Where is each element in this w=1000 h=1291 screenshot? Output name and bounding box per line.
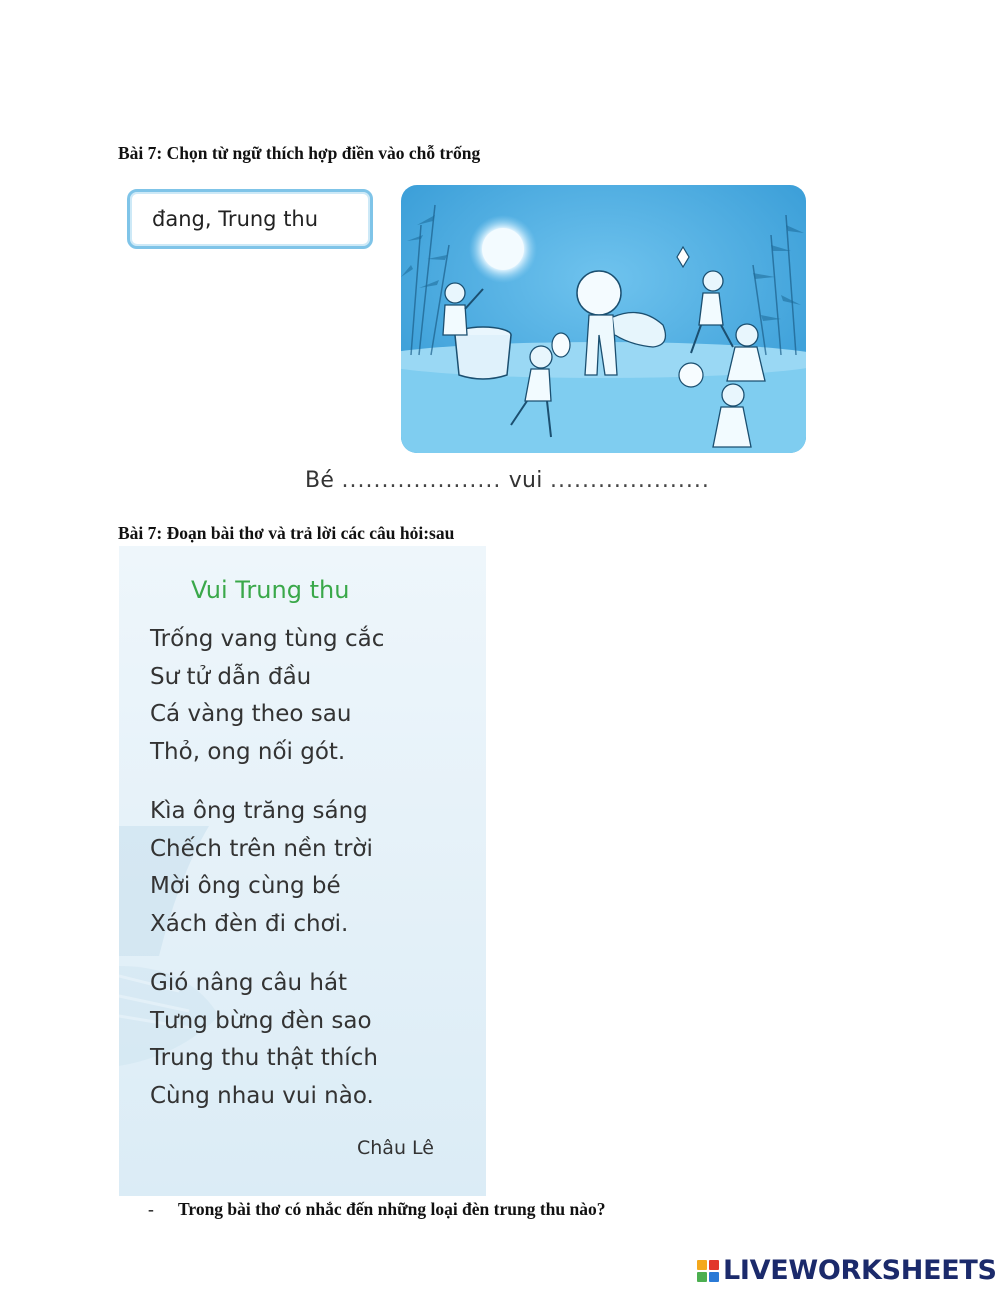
exercise-2-heading: Bài 7: Đoạn bài thơ và trả lời các câu hỏi:sau — [118, 523, 455, 543]
poem-author: Châu Lê — [357, 1137, 434, 1159]
liveworksheets-logo — [697, 1255, 997, 1286]
exercise-1-heading: Bài 7: Chọn từ ngữ thích hợp điền vào chỗ trống — [118, 143, 481, 163]
logo-blocks-icon — [697, 1260, 719, 1282]
fill-prefix: Bé — [305, 468, 335, 493]
fill-mid: vui — [508, 468, 543, 493]
blank-1[interactable]: .................... — [341, 468, 502, 493]
fill-in-sentence — [305, 468, 710, 493]
poem-line: Cùng nhau vui nào. — [150, 1082, 374, 1109]
poem-line: Trung thu thật thích — [150, 1045, 378, 1071]
word-choice-box: đang, Trung thu — [127, 189, 373, 249]
stanza-1 — [150, 621, 384, 771]
poem-line: Sư tử dẫn đầu — [150, 663, 312, 690]
question-bullet: - — [148, 1199, 154, 1219]
poem-line: Tưng bừng đèn sao — [150, 1007, 372, 1034]
blank-2[interactable]: .................... — [549, 468, 710, 493]
stanza-2 — [150, 793, 373, 943]
poem-line: Kìa ông trăng sáng — [150, 798, 368, 824]
poem-line: Chếch trên nền trời — [150, 835, 373, 862]
poem-line: Trống vang tùng cắc — [150, 626, 385, 652]
poem-line: Thỏ, ong nối gót. — [150, 738, 346, 765]
stanza-3 — [150, 965, 378, 1115]
poem-line: Cá vàng theo sau — [150, 701, 352, 727]
poem-line: Gió nâng câu hát — [150, 970, 348, 996]
poem-line: Xách đèn đi chơi. — [150, 910, 349, 937]
question — [148, 1199, 606, 1220]
question-text: Trong bài thơ có nhắc đến những loại đèn trung thu nào? — [178, 1199, 606, 1219]
poem-title: Vui Trung thu — [191, 576, 350, 604]
poem-card — [119, 546, 486, 1196]
logo-text: LIVEWORKSHEETS — [723, 1255, 997, 1286]
mid-autumn-illustration — [401, 185, 806, 453]
poem-line: Mời ông cùng bé — [150, 873, 341, 899]
